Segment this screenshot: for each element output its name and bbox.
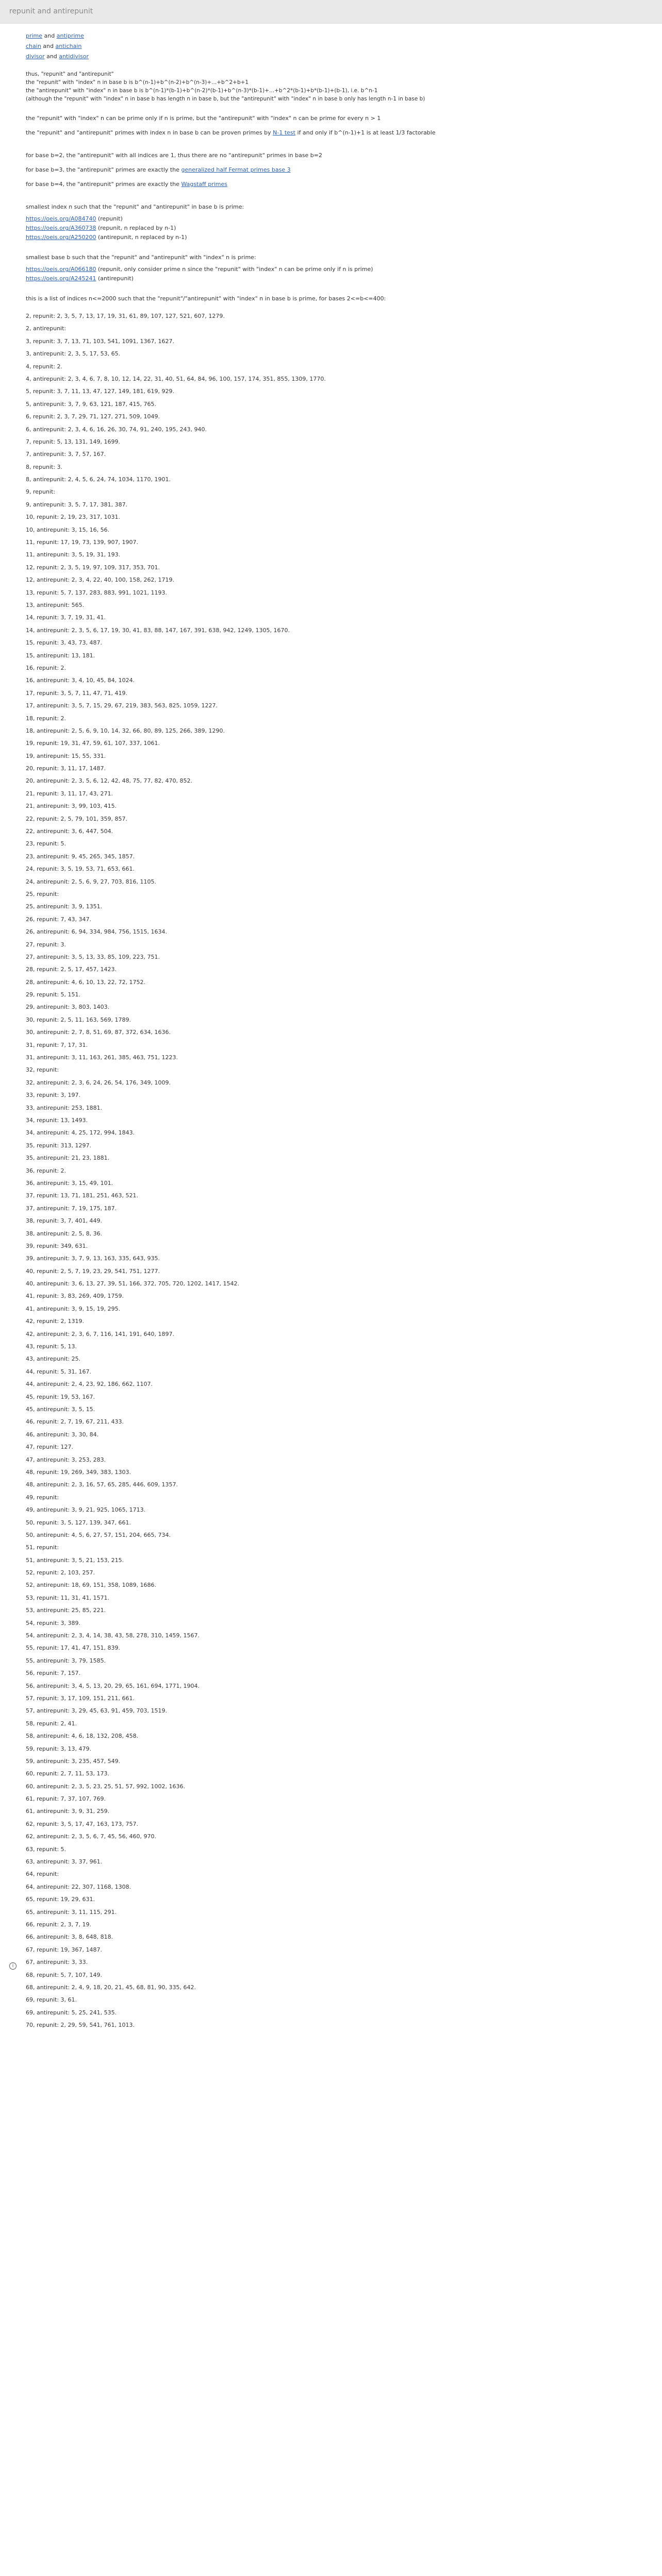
list-item: 54, repunit: 3, 389. xyxy=(26,1619,81,1626)
list-item: 45, repunit: 19, 53, 167. xyxy=(26,1393,95,1400)
list-item: 61, repunit: 7, 37, 107, 769. xyxy=(26,1795,106,1803)
list-item: 47, repunit: 127. xyxy=(26,1444,74,1451)
list-item: 19, repunit: 19, 31, 47, 59, 61, 107, 337, 1061. xyxy=(26,740,160,747)
list-item: 50, antirepunit: 4, 5, 6, 27, 57, 151, 204, 665, 734. xyxy=(26,1531,171,1538)
list-item: 58, repunit: 2, 41. xyxy=(26,1720,77,1727)
list-item: 15, repunit: 3, 43, 73, 487. xyxy=(26,639,103,647)
list-item: 12, repunit: 2, 3, 5, 19, 97, 109, 317, 353, 701. xyxy=(26,564,160,571)
list-item: 13, antirepunit: 565. xyxy=(26,601,85,608)
pair-and: and xyxy=(43,43,54,49)
list-item: 49, antirepunit: 3, 9, 21, 925, 1065, 1713. xyxy=(26,1506,146,1514)
list-item: 69, antirepunit: 5, 25, 241, 535. xyxy=(26,2009,117,2016)
list-item: 22, repunit: 2, 5, 79, 101, 359, 857. xyxy=(26,815,127,822)
oeis-link[interactable]: https://oeis.org/A250200 xyxy=(26,234,96,241)
list-item: 23, repunit: 5. xyxy=(26,840,67,848)
list-item: 21, repunit: 3, 11, 17, 43, 271. xyxy=(26,790,113,797)
list-item: 60, repunit: 2, 7, 11, 53, 173. xyxy=(26,1770,109,1777)
fact-text: the "repunit" and "antirepunit" primes with index n in base b can be proven primes by N-1 test if and only if b^(n-1)+1 is at least 1/3 factorable xyxy=(26,129,436,136)
list-item: 40, repunit: 2, 5, 7, 19, 23, 29, 541, 751, 1277. xyxy=(26,1267,160,1275)
list-item: 52, antirepunit: 18, 69, 151, 358, 1089, 1686. xyxy=(26,1582,157,1589)
list-item: 22, antirepunit: 3, 6, 447, 504. xyxy=(26,828,113,835)
pair-and: and xyxy=(46,53,57,60)
list-item: 21, antirepunit: 3, 99, 103, 415. xyxy=(26,803,117,810)
list-item: 15, antirepunit: 13, 181. xyxy=(26,652,95,659)
oeis-link[interactable]: https://oeis.org/A084740 xyxy=(26,215,96,222)
list-item: 31, repunit: 7, 17, 31. xyxy=(26,1041,88,1048)
list-item: 59, repunit: 3, 13, 479. xyxy=(26,1745,92,1752)
base-line xyxy=(26,148,644,163)
base-line xyxy=(26,177,644,192)
list-item: 35, antirepunit: 21, 23, 1881. xyxy=(26,1155,110,1162)
list-item: 18, repunit: 2. xyxy=(26,715,67,722)
oeis-link[interactable]: https://oeis.org/A245241 xyxy=(26,275,96,282)
list-item: 18, antirepunit: 2, 5, 6, 9, 10, 14, 32, 66, 80, 89, 125, 266, 389, 1290. xyxy=(26,727,225,734)
list-item: 16, repunit: 2. xyxy=(26,664,67,671)
list-item: 34, antirepunit: 4, 25, 172, 994, 1843. xyxy=(26,1129,135,1137)
article-body xyxy=(26,31,644,2032)
list-item: 9, antirepunit: 3, 5, 7, 17, 381, 387. xyxy=(26,501,128,508)
list-item: 28, repunit: 2, 5, 17, 457, 1423. xyxy=(26,966,117,973)
list-item: 13, repunit: 5, 7, 137, 283, 883, 991, 1021, 1193. xyxy=(26,589,167,596)
list-item: 7, repunit: 5, 13, 131, 149, 1699. xyxy=(26,438,120,445)
list-item: 11, antirepunit: 3, 5, 19, 31, 193. xyxy=(26,551,121,558)
list-item: 25, repunit: xyxy=(26,890,59,897)
page-header xyxy=(0,0,662,24)
base-line xyxy=(26,163,644,177)
oeis-note: (antirepunit, n replaced by n-1) xyxy=(96,234,187,241)
list-item: 2, repunit: 2, 3, 5, 7, 13, 17, 19, 31, 61, 89, 107, 127, 521, 607, 1279. xyxy=(26,313,225,319)
list-item: 32, antirepunit: 2, 3, 6, 24, 26, 54, 176, 349, 1009. xyxy=(26,1079,171,1086)
list-item: 45, antirepunit: 3, 5, 15. xyxy=(26,1405,95,1413)
list-item: 66, repunit: 2, 3, 7, 19. xyxy=(26,1921,92,1928)
list-item: 27, antirepunit: 3, 5, 13, 33, 85, 109, 223, 751. xyxy=(26,953,160,960)
list-item: 57, repunit: 3, 17, 109, 151, 211, 661. xyxy=(26,1694,135,1702)
list-item: 7, antirepunit: 3, 7, 57, 167. xyxy=(26,451,106,458)
list-item: 62, repunit: 3, 5, 17, 47, 163, 173, 757. xyxy=(26,1820,138,1827)
smallest-base-heading: smallest base b such that the "repunit" and "antirepunit" with "index" n is prime: xyxy=(26,254,256,261)
list-item: 30, antirepunit: 2, 7, 8, 51, 69, 87, 372, 634, 1636. xyxy=(26,1029,171,1036)
list-item: 10, antirepunit: 3, 15, 16, 56. xyxy=(26,526,110,533)
intro-line: the "repunit" with "index" n in base b is b^(n-1)+b^(n-2)+b^(n-3)+...+b^2+b+1 xyxy=(26,79,249,86)
list-item: 14, repunit: 3, 7, 19, 31, 41. xyxy=(26,614,106,621)
list-item: 41, antirepunit: 3, 9, 15, 19, 295. xyxy=(26,1305,121,1312)
list-item: 37, repunit: 13, 71, 181, 251, 463, 521. xyxy=(26,1192,138,1199)
list-item: 17, antirepunit: 3, 5, 7, 15, 29, 67, 219, 383, 563, 825, 1059, 1227. xyxy=(26,702,218,709)
list-item: 44, repunit: 5, 31, 167. xyxy=(26,1368,92,1375)
list-item: 68, antirepunit: 2, 4, 9, 18, 20, 21, 45, 68, 81, 90, 335, 642. xyxy=(26,1984,196,1991)
oeis-note: (repunit, only consider prime n since the "repunit" with "index" n can be prime only if n is prime) xyxy=(96,266,373,273)
pair-link[interactable]: divisor xyxy=(26,53,45,60)
pair-link[interactable]: antichain xyxy=(55,43,82,49)
n-1-test-link[interactable]: N-1 test xyxy=(273,129,295,136)
list-item: 59, antirepunit: 3, 235, 457, 549. xyxy=(26,1757,121,1765)
list-item: 9, repunit: xyxy=(26,488,56,496)
list-item: 63, antirepunit: 3, 37, 961. xyxy=(26,1858,103,1866)
list-item: 37, antirepunit: 7, 19, 175, 187. xyxy=(26,1205,117,1212)
list-item: 55, repunit: 17, 41, 47, 151, 839. xyxy=(26,1645,120,1652)
list-item: 65, repunit: 19, 29, 631. xyxy=(26,1896,95,1903)
list-item: 66, antirepunit: 3, 8, 648, 818. xyxy=(26,1934,113,1941)
oeis-link[interactable]: https://oeis.org/A066180 xyxy=(26,266,96,273)
list-item: 65, antirepunit: 3, 11, 115, 291. xyxy=(26,1908,117,1916)
base-text: for base b=4, the "antirepunit" primes are exactly the xyxy=(26,181,181,188)
page-title: repunit and antirepunit xyxy=(9,7,93,15)
list-item: 33, repunit: 3, 197. xyxy=(26,1092,81,1099)
intro-line: the "antirepunit" with "index" n in base b is b^(n-1)*(b-1)+b^(n-2)*(b-1)+b^(n-3)*(b-1)+...+b^2*(b-1)+b*(b-1)+(b-1), i.e. b^n-1 xyxy=(26,88,378,94)
oeis-line xyxy=(26,233,644,242)
list-item: 23, antirepunit: 9, 45, 265, 345, 1857. xyxy=(26,853,135,860)
list-item: 70, repunit: 2, 29, 59, 541, 761, 1013. xyxy=(26,2022,135,2029)
oeis-line xyxy=(26,274,644,283)
list-item: 28, antirepunit: 4, 6, 10, 13, 22, 72, 1752. xyxy=(26,978,146,986)
info-icon[interactable]: i xyxy=(9,1962,16,1970)
smallest-index-links xyxy=(26,214,644,242)
list-item: 26, antirepunit: 6, 94, 334, 984, 756, 1515, 1634. xyxy=(26,928,168,936)
list-item: 3, repunit: 3, 7, 13, 71, 103, 541, 1091, 1367, 1627. xyxy=(26,337,174,345)
list-item: 46, antirepunit: 3, 30, 84. xyxy=(26,1431,99,1438)
list-item: 20, antirepunit: 2, 3, 5, 6, 12, 42, 48, 75, 77, 82, 470, 852. xyxy=(26,777,193,785)
list-item: 53, repunit: 11, 31, 41, 1571. xyxy=(26,1594,109,1601)
list-item: 48, repunit: 19, 269, 349, 383, 1303. xyxy=(26,1468,131,1476)
oeis-link[interactable]: https://oeis.org/A360738 xyxy=(26,225,96,231)
list-item: 24, repunit: 3, 5, 19, 53, 71, 653, 661. xyxy=(26,866,135,873)
list-item: 48, antirepunit: 2, 3, 16, 57, 65, 285, 446, 609, 1357. xyxy=(26,1481,178,1488)
list-item: 61, antirepunit: 3, 9, 31, 259. xyxy=(26,1808,110,1815)
oeis-line xyxy=(26,214,644,224)
list-item: 43, repunit: 5, 13. xyxy=(26,1343,77,1350)
oeis-note: (repunit) xyxy=(96,215,123,222)
pair-line xyxy=(26,31,644,41)
fact-line xyxy=(26,126,644,140)
list-item: 51, repunit: xyxy=(26,1544,59,1551)
list-item: 64, repunit: xyxy=(26,1871,59,1878)
list-item: 12, antirepunit: 2, 3, 4, 22, 40, 100, 158, 262, 1719. xyxy=(26,577,175,584)
list-item: 57, antirepunit: 3, 29, 45, 63, 91, 459, 703, 1519. xyxy=(26,1707,168,1715)
list-item: 19, antirepunit: 15, 55, 331. xyxy=(26,752,106,759)
list-item: 27, repunit: 3. xyxy=(26,941,67,948)
list-item: 68, repunit: 5, 7, 107, 149. xyxy=(26,1971,103,1978)
list-item: 47, antirepunit: 3, 253, 283. xyxy=(26,1456,106,1463)
pair-link[interactable]: chain xyxy=(26,43,41,49)
list-item: 50, repunit: 3, 5, 127, 139, 347, 661. xyxy=(26,1519,131,1526)
list-item: 34, repunit: 13, 1493. xyxy=(26,1117,88,1124)
list-item: 67, antirepunit: 3, 33. xyxy=(26,1959,88,1966)
list-item: 3, antirepunit: 2, 3, 5, 17, 53, 65. xyxy=(26,350,121,358)
list-item: 26, repunit: 7, 43, 347. xyxy=(26,916,92,923)
list-item: 29, repunit: 5, 151. xyxy=(26,991,81,998)
list-item: 53, antirepunit: 25, 85, 221. xyxy=(26,1607,106,1614)
oeis-line xyxy=(26,224,644,233)
list-item: 42, repunit: 2, 1319. xyxy=(26,1318,85,1325)
list-item: 35, repunit: 313, 1297. xyxy=(26,1142,92,1149)
list-item: 54, antirepunit: 2, 3, 4, 14, 38, 43, 58, 278, 310, 1459, 1567. xyxy=(26,1632,200,1639)
oeis-line xyxy=(26,265,644,274)
list-item: 58, antirepunit: 4, 6, 18, 132, 208, 458. xyxy=(26,1733,139,1740)
list-item: 11, repunit: 17, 19, 73, 139, 907, 1907. xyxy=(26,539,138,546)
list-item: 2, antirepunit: xyxy=(26,325,67,332)
bases-block xyxy=(26,148,644,192)
base-link[interactable]: generalized half Fermat primes base 3 xyxy=(181,166,291,173)
list-item: 67, repunit: 19, 367, 1487. xyxy=(26,1946,103,1953)
list-item: 69, repunit: 3, 61. xyxy=(26,1996,77,2004)
list-item: 38, antirepunit: 2, 5, 8, 36. xyxy=(26,1230,103,1237)
list-item: 41, repunit: 3, 83, 269, 409, 1759. xyxy=(26,1293,124,1300)
list-item: 8, repunit: 3. xyxy=(26,463,63,470)
fact-line: the "repunit" with "index" n can be prime only if n is prime, but the "antirepunit" with "index" n can be prime for every n > 1 xyxy=(26,115,381,122)
list-item: 4, repunit: 2. xyxy=(26,363,63,370)
list-item: 49, repunit: xyxy=(26,1494,59,1501)
list-item: 36, repunit: 2. xyxy=(26,1167,67,1174)
list-item: 43, antirepunit: 25. xyxy=(26,1355,81,1363)
list-item: 33, antirepunit: 253, 1881. xyxy=(26,1104,103,1111)
pair-link[interactable]: antidivisor xyxy=(59,53,89,60)
list-item: 32, repunit: xyxy=(26,1066,59,1074)
list-item: 25, antirepunit: 3, 9, 1351. xyxy=(26,903,103,910)
list-item: 4, antirepunit: 2, 3, 4, 6, 7, 8, 10, 12, 14, 22, 31, 40, 51, 64, 84, 96, 100, 157, 174, 351, 855, 1309, 1770. xyxy=(26,375,326,382)
list-item: 10, repunit: 2, 19, 23, 317, 1031. xyxy=(26,514,120,521)
list-item: 52, repunit: 2, 103, 257. xyxy=(26,1569,95,1577)
list-item: 20, repunit: 3, 11, 17, 1487. xyxy=(26,765,106,772)
list-item: 62, antirepunit: 2, 3, 5, 6, 7, 45, 56, 460, 970. xyxy=(26,1833,157,1840)
list-item: 60, antirepunit: 2, 3, 5, 23, 25, 51, 57, 992, 1002, 1636. xyxy=(26,1783,186,1790)
list-item: 14, antirepunit: 2, 3, 5, 6, 17, 19, 30, 41, 83, 88, 147, 167, 391, 638, 942, 1249, 1305, 1670. xyxy=(26,626,290,634)
list-item: 6, repunit: 2, 3, 7, 29, 71, 127, 271, 509, 1049. xyxy=(26,413,160,420)
pair-link[interactable]: prime xyxy=(26,32,43,39)
list-item: 6, antirepunit: 2, 3, 4, 6, 16, 26, 30, 74, 91, 240, 195, 243, 940. xyxy=(26,426,207,433)
list-item: 44, antirepunit: 2, 4, 23, 92, 186, 662, 1107. xyxy=(26,1381,153,1388)
pair-link[interactable]: antiprime xyxy=(56,32,84,39)
intro-line: (although the "repunit" with "index" n in base b has length n in base b, but the "antirepunit" with "index" n in base b only has length n-1 in base b) xyxy=(26,96,425,102)
list-item: 56, repunit: 7, 157. xyxy=(26,1670,81,1677)
list-item: 31, antirepunit: 3, 11, 163, 261, 385, 463, 751, 1223. xyxy=(26,1054,178,1061)
facts-block xyxy=(26,111,644,140)
related-pairs xyxy=(26,31,644,62)
list-item: 39, antirepunit: 3, 7, 9, 13, 163, 335, 643, 935. xyxy=(26,1255,160,1262)
list-item: 8, antirepunit: 2, 4, 5, 6, 24, 74, 1034, 1170, 1901. xyxy=(26,476,171,483)
list-item: 64, antirepunit: 22, 307, 1168, 1308. xyxy=(26,1883,131,1890)
oeis-note: (antirepunit) xyxy=(96,275,134,282)
intro-block xyxy=(26,70,644,103)
base-text: for base b=3, the "antirepunit" primes are exactly the xyxy=(26,166,181,173)
list-item: 5, repunit: 3, 7, 11, 13, 47, 127, 149, 181, 619, 929. xyxy=(26,388,174,395)
list-item: 30, repunit: 2, 5, 11, 163, 569, 1789. xyxy=(26,1016,131,1023)
list-intro: this is a list of indices n<=2000 such that the "repunit"/"antirepunit" with "index" n in base b is prime, for bases 2<=b<=400: xyxy=(26,295,386,302)
prime-index-list xyxy=(26,310,644,2032)
pair-and: and xyxy=(44,32,55,39)
smallest-index-heading: smallest index n such that the "repunit" and "antirepunit" in base b is prime: xyxy=(26,204,244,210)
list-item: 42, antirepunit: 2, 3, 6, 7, 116, 141, 191, 640, 1897. xyxy=(26,1330,175,1337)
pair-line xyxy=(26,41,644,52)
list-item: 46, repunit: 2, 7, 19, 67, 211, 433. xyxy=(26,1418,124,1426)
list-item: 51, antirepunit: 3, 5, 21, 153, 215. xyxy=(26,1556,124,1564)
list-item: 40, antirepunit: 3, 6, 13, 27, 39, 51, 166, 372, 705, 720, 1202, 1417, 1542. xyxy=(26,1280,239,1287)
smallest-base-links xyxy=(26,265,644,283)
list-item: 63, repunit: 5. xyxy=(26,1845,67,1853)
list-item: 24, antirepunit: 2, 5, 6, 9, 27, 703, 816, 1105. xyxy=(26,878,157,885)
list-item: 36, antirepunit: 3, 15, 49, 101. xyxy=(26,1179,113,1187)
list-item: 16, antirepunit: 3, 4, 10, 45, 84, 1024. xyxy=(26,677,135,684)
list-item: 5, antirepunit: 3, 7, 9, 63, 121, 187, 415, 765. xyxy=(26,400,157,408)
base-link[interactable]: Wagstaff primes xyxy=(181,181,228,188)
list-item: 17, repunit: 3, 5, 7, 11, 47, 71, 419. xyxy=(26,689,127,697)
list-item: 55, antirepunit: 3, 79, 1585. xyxy=(26,1657,106,1664)
list-item: 38, repunit: 3, 7, 401, 449. xyxy=(26,1217,103,1225)
list-item: 29, antirepunit: 3, 803, 1403. xyxy=(26,1004,110,1011)
oeis-note: (repunit, n replaced by n-1) xyxy=(96,225,176,231)
base-text: for base b=2, the "antirepunit" with all indices are 1, thus there are no "antirepunit" primes in base b=2 xyxy=(26,152,323,159)
list-item: 39, repunit: 349, 631. xyxy=(26,1242,88,1249)
list-item: 56, antirepunit: 3, 4, 5, 13, 20, 29, 65, 161, 694, 1771, 1904. xyxy=(26,1682,200,1689)
intro-line: thus, "repunit" and "antirepunit" xyxy=(26,71,114,77)
pair-line xyxy=(26,52,644,62)
